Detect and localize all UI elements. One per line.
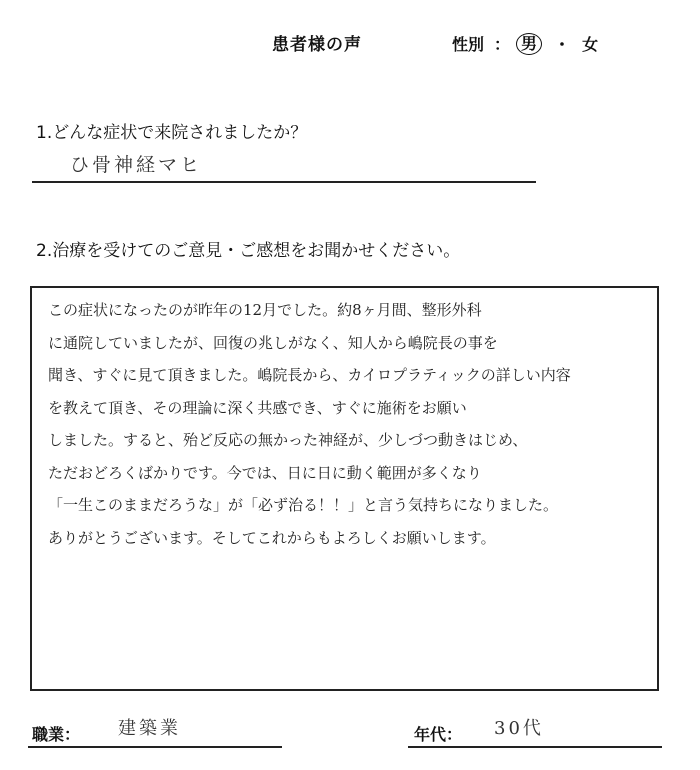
age-label: 年代： xyxy=(414,725,463,744)
comment-line: に通院していましたが、回復の兆しがなく、知人から嶋院長の事を xyxy=(48,333,498,352)
gender-male-circled: 男 xyxy=(516,33,542,55)
comment-line: しました。すると、殆ど反応の無かった神経が、少しづつ動きはじめ、 xyxy=(48,431,528,449)
question-1: 1.どんな症状で来院されましたか？ xyxy=(36,123,308,143)
gender-dot: ・ xyxy=(554,35,571,54)
occupation-label: 職業： xyxy=(32,725,81,744)
comment-box xyxy=(30,286,659,691)
comment-line: ありがとうございます。そしてこれからもよろしくお願いします。 xyxy=(48,528,496,547)
comment-line: この症状になったのが昨年の12月でした。約8ヶ月間、整形外科 xyxy=(48,301,482,319)
page-title: 患者様の声 xyxy=(272,35,362,55)
age-underline xyxy=(408,746,662,748)
age-value: 30代 xyxy=(494,718,544,739)
gender-label: 性別 xyxy=(452,35,485,54)
comment-line: ただおどろくばかりです。今では、日に日に動く範囲が多くなり xyxy=(48,463,482,482)
occupation-underline xyxy=(28,746,282,748)
comment-line: 「一生このままだろうな」が「必ず治る！！」と言う気持ちになりました。 xyxy=(48,496,559,514)
comment-text xyxy=(48,294,647,554)
comment-line: 聞き、すぐに見て頂きました。嶋院長から、カイロプラティックの詳しい内容 xyxy=(48,366,571,384)
gender-separator: ： xyxy=(494,35,511,54)
answer-1-handwritten: ひ骨神経マヒ xyxy=(70,154,203,176)
occupation-value: 建築業 xyxy=(118,718,181,739)
comment-line: を教えて頂き、その理論に深く共感でき、すぐに施術をお願い xyxy=(48,398,467,417)
question-2: 2.治療を受けてのご意見・ご感想をお聞かせください。 xyxy=(36,241,461,261)
gender-field xyxy=(452,32,598,55)
gender-female: 女 xyxy=(582,35,599,54)
answer-1-underline xyxy=(32,181,536,183)
